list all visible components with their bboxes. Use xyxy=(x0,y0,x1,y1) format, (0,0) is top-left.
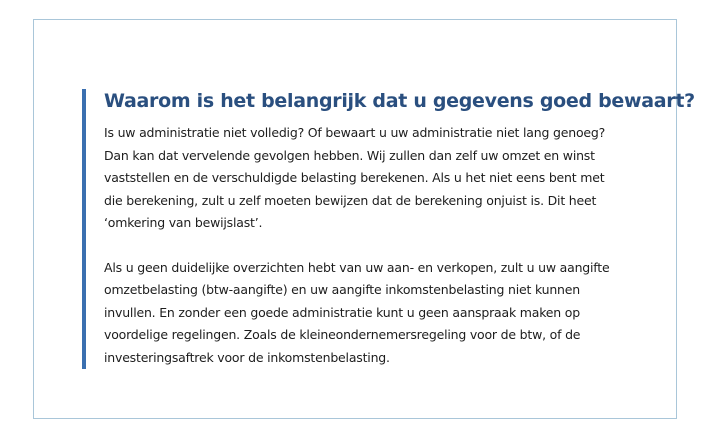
section-title: Waarom is het belangrijk dat u gegevens goed bewaart? xyxy=(104,90,695,112)
paragraph-overviews: Als u geen duidelijke overzichten hebt van uw aan- en verkopen, zult u uw aangifte omzetbelasting (btw-aangifte) en uw aangifte inkomstenbelasting niet kunnen invullen. En zonder een goede administratie kunt u geen aanspraak maken op voordelige regelingen. Zoals de kleineondernemersregeling voor de btw, of de investeringsaftrek voor de inkomstenbelasting. xyxy=(104,259,610,365)
paragraph-incomplete-records: Is uw administratie niet volledig? Of bewaart u uw administratie niet lang genoeg? Dan kan dat vervelende gevolgen hebben. Wij zullen dan zelf uw omzet en winst vaststellen en de verschuldigde belasting berekenen. Als u het niet eens bent met die berekening, zult u zelf moeten bewijzen dat de berekening onjuist is. Dit heet ‘omkering van bewijslast’. xyxy=(104,125,606,230)
content-frame xyxy=(33,19,695,419)
info-callout xyxy=(82,89,695,369)
